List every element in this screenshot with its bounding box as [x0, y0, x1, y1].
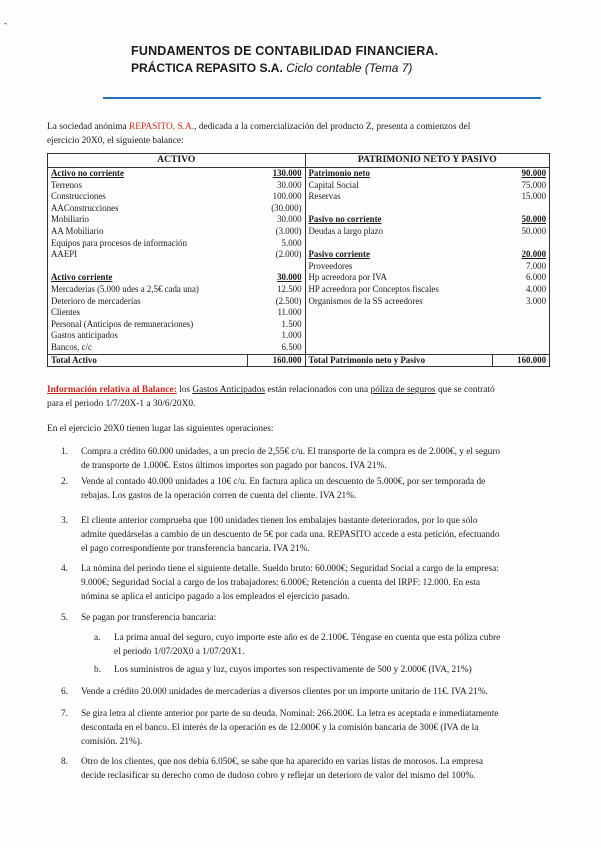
activo-label: Activo corriente — [48, 272, 248, 284]
info-label: Información relativa al Balance: — [47, 385, 177, 395]
intro-paragraph — [47, 121, 557, 148]
operation-line: Se pagan por transferencia bancaria: — [81, 613, 217, 623]
pasivo-value: 90.000 — [493, 168, 550, 180]
pasivo-value: 20.000 — [493, 249, 550, 261]
pasivo-label: Capital Social — [305, 180, 493, 192]
operation-text — [81, 563, 551, 604]
operation-line: de transporte de 1.000€. Estos últimos importes son pagado por bancos. IVA 21%. — [81, 460, 387, 471]
activo-label: Deterioro de mercaderías — [48, 296, 248, 308]
pasivo-value — [493, 203, 550, 215]
activo-label: AAEPI — [48, 249, 248, 261]
activo-value: 30.000 — [247, 272, 305, 284]
balance-row — [48, 214, 550, 226]
pasivo-label — [305, 330, 493, 342]
corner-mark: - — [4, 18, 7, 28]
activo-label: Activo no corriente — [48, 168, 248, 180]
operation-item — [61, 476, 551, 504]
balance-row — [48, 272, 550, 284]
balance-row — [48, 168, 550, 180]
activo-value: (2.000) — [247, 249, 305, 261]
operation-number: 6. — [61, 687, 68, 697]
operation-number: 2. — [61, 477, 68, 487]
operation-line: La nómina del periodo tiene el siguiente detalle. Sueldo bruto: 60.000€; Seguridad Social a cargo de la empresa: — [81, 564, 499, 574]
activo-value: 30.000 — [247, 214, 305, 226]
balance-table — [47, 153, 550, 367]
operation-line: admite quedárselas a cambio de un descuento de 5€ por cada una. REPASITO accede a esta petición, efectuando — [81, 529, 500, 540]
operation-item — [61, 446, 551, 474]
info-gastos: Gastos Anticipados — [192, 385, 266, 395]
balance-body — [48, 168, 550, 355]
operation-text — [81, 446, 551, 474]
operation-line: 9.000€; Seguridad Social a cargo de los trabajadores: 6.000€; Retención a cuenta del IRPF: 12.000. En esta — [81, 577, 480, 588]
operation-line: nómina se aplica el anticipo pagado a los empleados el ejercicio pasado. — [81, 591, 350, 602]
balance-row — [48, 342, 550, 354]
activo-label: AAConstrucciones — [48, 203, 248, 215]
operation-text — [81, 476, 551, 504]
balance-header-row — [48, 154, 550, 168]
info-poliza: póliza de seguros — [370, 385, 436, 395]
balance-total-row — [48, 354, 550, 367]
activo-label: Equipos para procesos de información — [48, 238, 248, 250]
operation-item — [61, 708, 551, 749]
operation-number: 1. — [61, 447, 68, 457]
pasivo-label: Reservas — [305, 191, 493, 203]
operation-item — [61, 612, 551, 626]
total-pasivo-value: 160.000 — [493, 354, 550, 367]
operation-text — [81, 515, 551, 556]
sub-operation-text — [114, 632, 554, 660]
info-text-b: están relacionados con una — [265, 385, 371, 395]
activo-label: Bancos, c/c — [48, 342, 248, 354]
pasivo-value — [493, 330, 550, 342]
pasivo-value: 50.000 — [493, 226, 550, 238]
balance-info — [47, 384, 562, 411]
balance-row — [48, 238, 550, 250]
pasivo-value — [493, 307, 550, 319]
operation-line: Se gira letra al cliente anterior por parte de su deuda. Nominal: 266.200€. La letra es aceptada e inmediatamente — [81, 709, 499, 719]
subtitle-bold: PRÁCTICA REPASITO S.A. — [131, 61, 283, 75]
total-activo-value: 160.000 — [247, 354, 305, 367]
activo-label: AA Mobiliario — [48, 226, 248, 238]
operation-text — [81, 708, 551, 749]
intro-text-line2: ejercicio 20X0, el siguiente balance: — [47, 135, 184, 146]
pasivo-label — [305, 238, 493, 250]
activo-value: 100.000 — [247, 191, 305, 203]
activo-value: 130.000 — [247, 168, 305, 180]
sub-operation-item — [94, 632, 554, 660]
page-subtitle — [131, 61, 412, 75]
operation-item — [61, 756, 551, 784]
activo-label: Personal (Anticipos de remuneraciones) — [48, 319, 248, 331]
operation-number: 3. — [61, 516, 68, 526]
activo-value: (2.500) — [247, 296, 305, 308]
balance-row — [48, 307, 550, 319]
pasivo-value: 50.000 — [493, 214, 550, 226]
operation-item — [61, 563, 551, 604]
activo-label: Construcciones — [48, 191, 248, 203]
balance-row — [48, 319, 550, 331]
operation-line: Vende al contado 40.000 unidades a 10€ c/u. En factura aplica un descuento de 5.000€, por ser temporada de — [81, 477, 486, 487]
pasivo-label: Proveedores — [305, 261, 493, 273]
balance-row — [48, 261, 550, 273]
operation-line: Otro de los clientes, que nos debía 6.050€, se sabe que ha aparecido en varias listas de morosos. La empresa — [81, 757, 483, 767]
activo-value: 6.500 — [247, 342, 305, 354]
pasivo-label — [305, 319, 493, 331]
pasivo-value: 7.000 — [493, 261, 550, 273]
balance-row — [48, 284, 550, 296]
pasivo-label: Deudas a largo plazo — [305, 226, 493, 238]
sub-operation-line: el periodo 1/07/20X0 a 1/07/20X1. — [114, 646, 245, 657]
activo-value: 11.000 — [247, 307, 305, 319]
sub-operation-item — [94, 664, 554, 678]
operations-intro: En el ejercicio 20X0 tienen lugar las siguientes operaciones: — [47, 424, 274, 434]
sub-operation-letter: a. — [94, 633, 101, 643]
operation-text — [81, 612, 551, 626]
operation-item — [61, 686, 551, 700]
activo-value: (30.000) — [247, 203, 305, 215]
sub-operation-line: La prima anual del seguro, cuyo importe este año es de 2.100€. Téngase en cuenta que esta póliza cubre — [114, 633, 501, 643]
subtitle-cycle: Ciclo contable (Tema 7) — [286, 61, 413, 75]
pasivo-label: Hp acreedora por IVA — [305, 272, 493, 284]
activo-value: 12.500 — [247, 284, 305, 296]
operation-line: Compra a crédito 60.000 unidades, a un precio de 2,55€ c/u. El transporte de la compra es de 2.000€, y el seguro — [81, 447, 501, 457]
operation-line: rebajas. Los gastos de la operación corren de cuenta del cliente. IVA 21%. — [81, 490, 357, 501]
pasivo-label — [305, 307, 493, 319]
activo-value: 5.000 — [247, 238, 305, 250]
pasivo-label — [305, 203, 493, 215]
pasivo-value: 75.000 — [493, 180, 550, 192]
operation-text — [81, 756, 551, 784]
pasivo-label: Pasivo no corriente — [305, 214, 493, 226]
operation-item — [61, 515, 551, 556]
activo-value: 30.000 — [247, 180, 305, 192]
pasivo-value — [493, 342, 550, 354]
activo-value: 1.000 — [247, 330, 305, 342]
activo-label: Terrenos — [48, 180, 248, 192]
info-line2: para el periodo 1/7/20X-1 a 30/6/20X0. — [47, 398, 196, 409]
activo-label: Clientes — [48, 307, 248, 319]
activo-value: 1.500 — [247, 319, 305, 331]
operation-number: 7. — [61, 709, 68, 719]
pasivo-label: Pasivo corriente — [305, 249, 493, 261]
balance-row — [48, 249, 550, 261]
pasivo-label — [305, 342, 493, 354]
activo-value: (3.000) — [247, 226, 305, 238]
total-activo-label: Total Activo — [48, 354, 248, 367]
pasivo-value — [493, 238, 550, 250]
sub-operation-letter: b. — [94, 665, 101, 675]
activo-header: ACTIVO — [48, 154, 306, 168]
total-pasivo-label: Total Patrimonio neto y Pasivo — [305, 354, 493, 367]
intro-text-a: La sociedad anónima — [47, 122, 129, 132]
activo-label: Mercaderías (5.000 udes a 2,5€ cada una) — [48, 284, 248, 296]
activo-label: Mobiliario — [48, 214, 248, 226]
info-text-c: que se contrató — [435, 385, 495, 395]
intro-text-b: , dedicada a la comercialización del producto Z, presenta a comienzos del — [194, 122, 471, 132]
activo-label — [48, 261, 248, 273]
pasivo-value: 6.000 — [493, 272, 550, 284]
balance-row — [48, 226, 550, 238]
operation-line: descontada en el banco. El interés de la operación es de 12.000€ y la comisión bancaria de 300€ (IVA de la — [81, 722, 479, 733]
operation-line: el pago correspondiente por transferencia bancaria. IVA 21%. — [81, 543, 310, 554]
pasivo-value: 3.000 — [493, 296, 550, 308]
operation-line: Vende a crédito 20.000 unidades de mercaderías a diversos clientes por un importe unitario de 11€. IVA 21%. — [81, 687, 488, 697]
pasivo-value: 15.000 — [493, 191, 550, 203]
balance-row — [48, 296, 550, 308]
company-name: REPASITO, S.A. — [129, 122, 195, 132]
operation-number: 8. — [61, 757, 68, 767]
operation-line: El cliente anterior comprueba que 100 unidades tienen los embalajes bastante deteriorados, por lo que sólo — [81, 516, 478, 526]
activo-label: Gastos anticipados — [48, 330, 248, 342]
balance-row — [48, 191, 550, 203]
balance-row — [48, 180, 550, 192]
operation-line: decide reclasificar su derecho como de dudoso cobro y reflejar un deterioro de valor del mismo del 100%. — [81, 770, 476, 781]
sub-operation-line: Los suministros de agua y luz, cuyos importes son respectivamente de 500 y 2.000€ (IVA, 21%) — [114, 665, 472, 675]
operation-line: comisión. 21%). — [81, 736, 143, 747]
page-title: FUNDAMENTOS DE CONTABILIDAD FINANCIERA. — [131, 44, 439, 58]
sub-operation-text — [114, 664, 554, 678]
operation-number: 4. — [61, 564, 68, 574]
balance-row — [48, 203, 550, 215]
info-text-a: los — [176, 385, 193, 395]
title-underline — [103, 97, 541, 99]
pasivo-label: HP acreedora por Conceptos fiscales — [305, 284, 493, 296]
operation-text — [81, 686, 551, 700]
balance-row — [48, 330, 550, 342]
pasivo-label: Patrimonio neto — [305, 168, 493, 180]
activo-value — [247, 261, 305, 273]
pasivo-header: PATRIMONIO NETO Y PASIVO — [305, 154, 549, 168]
pasivo-value: 4.000 — [493, 284, 550, 296]
pasivo-value — [493, 319, 550, 331]
pasivo-label: Organismos de la SS acreedores — [305, 296, 493, 308]
operation-number: 5. — [61, 613, 68, 623]
